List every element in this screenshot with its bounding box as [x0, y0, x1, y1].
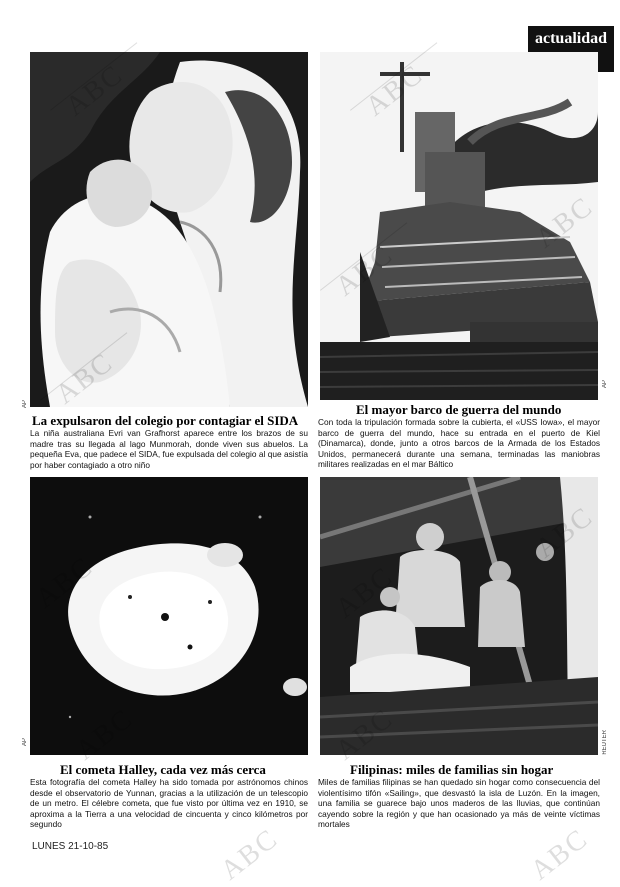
photo-mother-child [30, 52, 308, 407]
photo-credit-1: AP [22, 400, 28, 409]
headline-sida: La expulsaron del colegio por contagiar el SIDA [32, 413, 299, 428]
watermark: ABC [215, 822, 285, 887]
photo-credit-3: AP [22, 738, 28, 747]
headline-filipinas: Filipinas: miles de familias sin hogar [350, 762, 554, 777]
body-sida: La niña australiana Evri van Grafhorst aparece entre los brazos de su madre tras su llegada al lago Munmorah, donde viven sus abuelos. La pequeña Eva, que padece el SIDA, fue expulsada del colegio al que asistía por haber contagiado a otro niño [30, 428, 308, 470]
watermark: ABC [525, 822, 595, 887]
photo-warship [320, 52, 598, 400]
headline-warship: El mayor barco de guerra del mundo [356, 402, 562, 417]
body-filipinas: Miles de familias filipinas se han quedado sin hogar como consecuencia del violentísimo tifón «Sailing», que desvastó la isla de Luzón. En la imagen, una familia se guarece bajo unos maderos de las lluvias, que continúan cayendo sobre la región y que han ocasionado ya más de veinte víctimas mortales [318, 777, 600, 830]
section-tag-line1: actualidad [534, 30, 607, 47]
photo-credit-4: REUTER [602, 730, 608, 755]
photo-filipino-family [320, 477, 598, 755]
body-halley: Esta fotografía del cometa Halley ha sido tomada por astrónomos chinos desde el observatorio de Yunnan, gracias a la utilización de un telescopio de un metro. El célebre cometa, que fue visto por última vez en 1910, se aproxima a la Tierra a una velocidad de cincuenta y cinco kilómetros por segundo [30, 777, 308, 830]
body-warship: Con toda la tripulación formada sobre la cubierta, el «USS Iowa», el mayor barco de guerra del mundo, hace su entrada en el puerto de Kiel (Dinamarca), donde, junto a otros barcos de la Armada de los Estados Unidos, permanecerá durante una semana, terminadas las maniobras militares realizadas en el mar Báltico [318, 417, 600, 470]
photo-comet-halley [30, 477, 308, 755]
photo-credit-2: AP [602, 380, 608, 389]
footer-date: LUNES 21-10-85 [32, 841, 109, 852]
headline-halley: El cometa Halley, cada vez más cerca [60, 762, 266, 777]
